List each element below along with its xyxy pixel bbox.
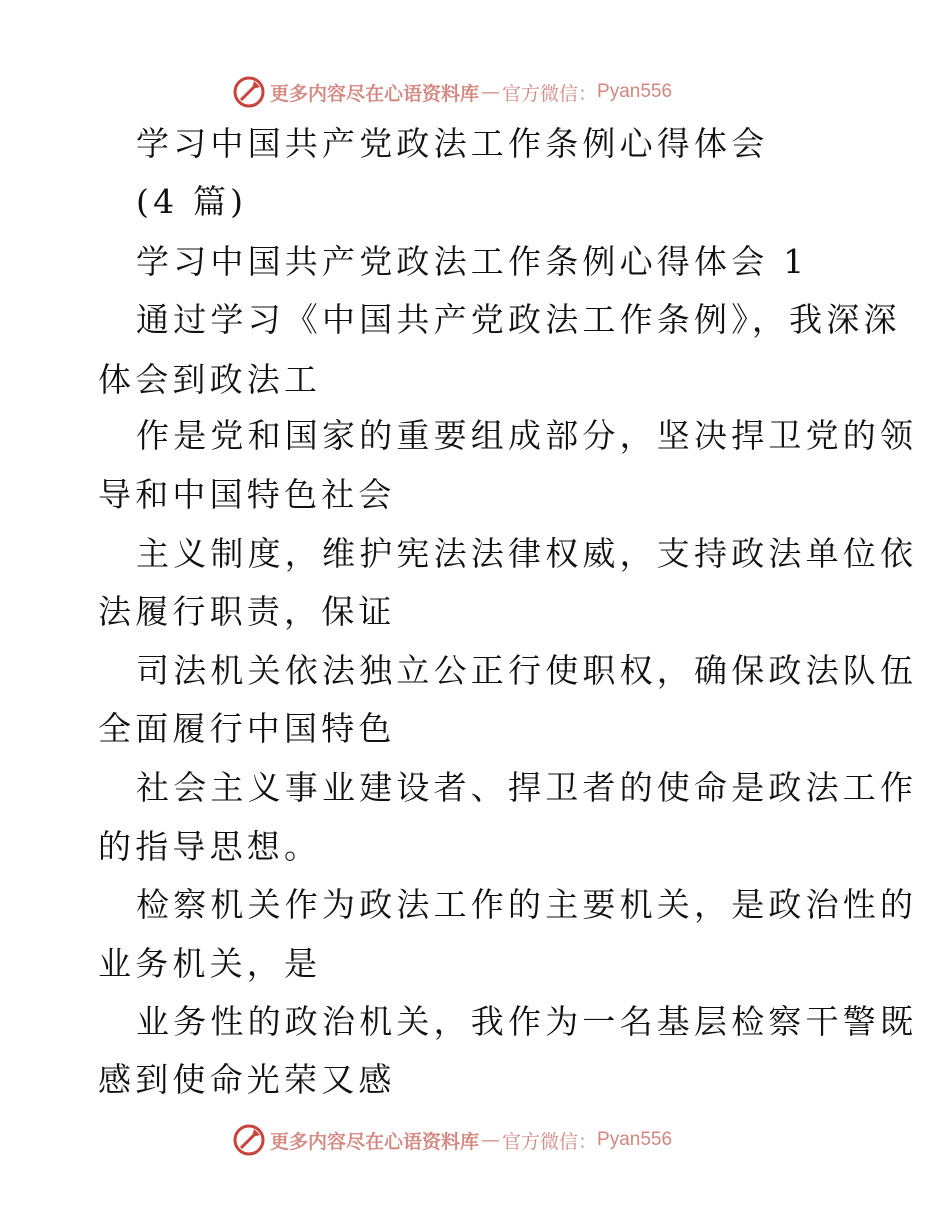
paragraph-line: 主义制度，维护宪法法律权威，支持政法单位依 — [136, 534, 918, 573]
section-heading: 学习中国共产党政法工作条例心得体会 1 — [136, 242, 809, 281]
paragraph-line: 导和中国特色社会 — [98, 475, 396, 514]
document-title-count: (4 篇) — [136, 182, 248, 221]
paragraph-line: 的指导思想。 — [98, 827, 322, 866]
banner-wechat-id: Pyan556 — [597, 81, 673, 102]
banner-text: 更多内容尽在心语资料库 — [270, 1130, 480, 1153]
quill-circle-icon — [232, 1123, 266, 1157]
banner-wechat-label: 官方微信： — [502, 1130, 598, 1153]
paragraph-line: 作是党和国家的重要组成部分，坚决捍卫党的领 — [136, 416, 918, 455]
paragraph-line: 法履行职责，保证 — [98, 592, 396, 631]
banner-dash: — — [481, 81, 501, 103]
header-banner — [232, 72, 712, 112]
paragraph-line: 社会主义事业建设者、捍卫者的使命是政法工作 — [136, 768, 918, 807]
paragraph-line: 全面履行中国特色 — [98, 709, 396, 748]
quill-circle-icon — [232, 75, 266, 109]
document-title: 学习中国共产党政法工作条例心得体会 — [136, 124, 769, 163]
banner-dash: — — [481, 1129, 501, 1151]
paragraph-line: 检察机关作为政法工作的主要机关，是政治性的 — [136, 885, 918, 924]
banner-wechat-id: Pyan556 — [597, 1129, 673, 1150]
paragraph-line: 业务性的政治机关，我作为一名基层检察干警既 — [136, 1002, 918, 1041]
banner-wechat-label: 官方微信： — [502, 82, 598, 105]
paragraph-line: 体会到政法工 — [98, 360, 322, 399]
paragraph-line: 通过学习《中国共产党政法工作条例》，我深深 — [136, 300, 901, 339]
footer-banner — [232, 1120, 712, 1160]
paragraph-line: 感到使命光荣又感 — [98, 1060, 396, 1099]
banner-text: 更多内容尽在心语资料库 — [270, 82, 480, 105]
paragraph-line: 业务机关，是 — [98, 944, 322, 983]
paragraph-line: 司法机关依法独立公正行使职权，确保政法队伍 — [136, 651, 918, 690]
